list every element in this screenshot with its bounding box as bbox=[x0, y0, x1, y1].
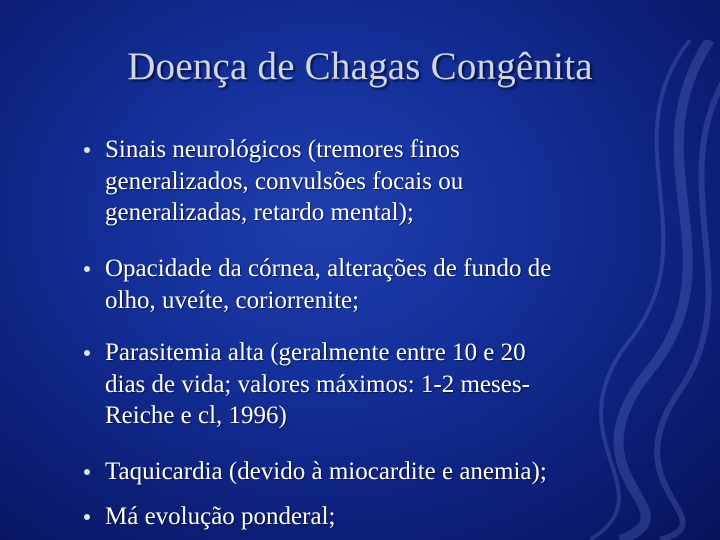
bullet-line: Taquicardia (devido à miocardite e anemia); bbox=[105, 458, 547, 485]
bullet-dot-icon bbox=[84, 514, 90, 520]
bullet-text bbox=[105, 253, 705, 316]
bullet-line: dias de vida; valores máximos: 1-2 meses- bbox=[105, 370, 530, 398]
bullet-text bbox=[105, 456, 705, 488]
bullet-dot-icon bbox=[84, 350, 90, 356]
bullet-dot-icon bbox=[84, 147, 90, 153]
bullet-text bbox=[105, 134, 705, 229]
bullet-line: Reiche e cl, 1996) bbox=[105, 402, 287, 429]
bullet-line: Opacidade da córnea, alterações de fundo de bbox=[105, 255, 552, 282]
bullet-line: generalizados, convulsões focais ou bbox=[105, 167, 464, 195]
bullet-line: generalizadas, retardo mental); bbox=[105, 199, 414, 226]
bullet-line: olho, uveíte, coriorrenite; bbox=[105, 286, 360, 314]
bullet-dot-icon bbox=[84, 266, 90, 272]
bullet-text bbox=[105, 501, 705, 533]
bullet-text bbox=[105, 337, 705, 432]
bullet-line: Má evolução ponderal; bbox=[105, 503, 336, 530]
bullet-line: Parasitemia alta (geralmente entre 10 e 20 bbox=[105, 339, 526, 366]
slide-title: Doença de Chagas Congênita bbox=[127, 45, 593, 88]
bullet-dot-icon bbox=[84, 469, 90, 475]
bullet-line: Sinais neurológicos (tremores finos bbox=[105, 136, 460, 163]
